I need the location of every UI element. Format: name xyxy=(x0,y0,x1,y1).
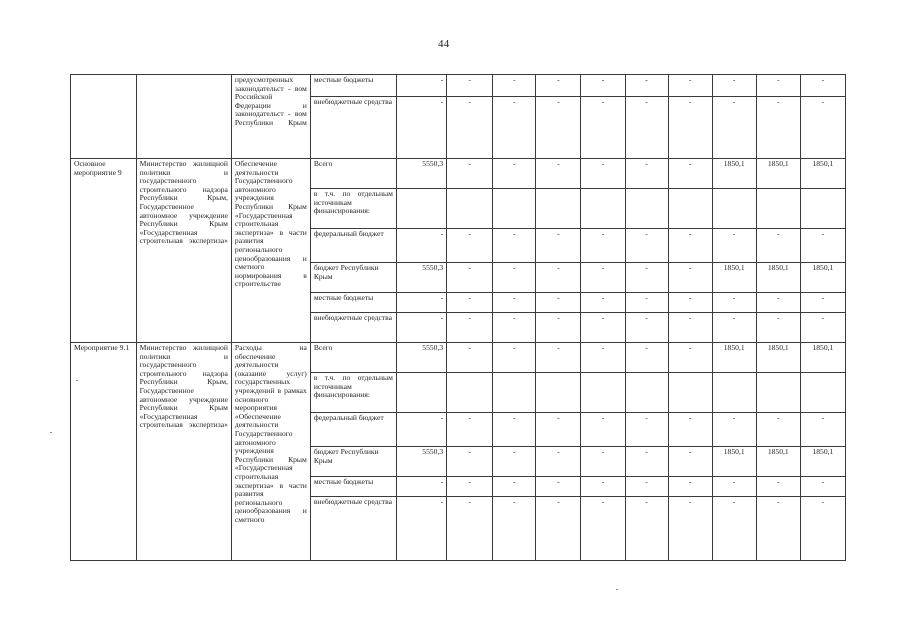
cell-source: местные бюджеты xyxy=(310,75,396,97)
table-cell-value: - xyxy=(800,97,845,159)
table-cell-value: 1850,1 xyxy=(800,343,845,373)
financing-table xyxy=(70,74,846,561)
table-cell-value: - xyxy=(712,75,756,97)
table-cell-value: - xyxy=(625,497,668,561)
table-cell-value: - xyxy=(536,263,581,293)
table-cell-value: 5550,3 xyxy=(396,263,446,293)
table-cell-value: - xyxy=(396,97,446,159)
table-cell-value xyxy=(447,373,493,413)
table-cell-value: - xyxy=(800,477,845,497)
table-cell-value: - xyxy=(668,447,712,477)
table-cell-value: - xyxy=(625,293,668,313)
table-cell-value: 1850,1 xyxy=(756,159,800,189)
table-cell-value xyxy=(756,373,800,413)
table-cell-value: - xyxy=(668,413,712,447)
cell-name: Основное мероприятие 9 xyxy=(71,159,137,343)
table-cell-value: - xyxy=(447,343,493,373)
table-cell-value: - xyxy=(581,159,625,189)
table-cell-value: 1850,1 xyxy=(800,447,845,477)
table-cell-value: - xyxy=(493,497,536,561)
table-cell-value xyxy=(493,373,536,413)
table-cell-value: - xyxy=(668,313,712,343)
table-cell-value: - xyxy=(396,477,446,497)
table-cell-value: - xyxy=(625,477,668,497)
table-cell-value: - xyxy=(712,313,756,343)
table-cell-value: - xyxy=(447,293,493,313)
table-cell-value xyxy=(536,189,581,229)
table-cell-value: - xyxy=(493,343,536,373)
table-cell-value xyxy=(625,189,668,229)
table-cell-value: - xyxy=(625,75,668,97)
cell-executor: Министерство жилищной политики и государственного строительного надзора Республики Крым, Государственное автономное учреждение Республики Крым «Государственная строительная экспертиза» xyxy=(136,159,231,343)
table-cell-value: 5550,3 xyxy=(396,447,446,477)
table-cell-value: - xyxy=(756,293,800,313)
table-cell-value: - xyxy=(536,343,581,373)
table-cell-value xyxy=(756,189,800,229)
table-cell-value xyxy=(581,373,625,413)
table-cell-value: - xyxy=(447,229,493,263)
table-cell-value: - xyxy=(581,293,625,313)
table-cell-value: 1850,1 xyxy=(756,343,800,373)
table-cell-value: - xyxy=(581,313,625,343)
table-cell-value: - xyxy=(668,97,712,159)
table-row xyxy=(71,343,846,373)
table-cell-value: - xyxy=(668,497,712,561)
table-cell-value: - xyxy=(581,229,625,263)
table-cell-value xyxy=(668,373,712,413)
table-cell-value: - xyxy=(493,229,536,263)
table-cell-value: 5550,3 xyxy=(396,159,446,189)
table-cell-value: - xyxy=(396,497,446,561)
table-cell-value: - xyxy=(800,293,845,313)
table-cell-value: - xyxy=(668,229,712,263)
table-cell-value: - xyxy=(668,263,712,293)
cell-description: Расходы на обеспечение деятельности (оказание услуг) государственных учреждений в рамках основного мероприятия «Обеспечение деятельности Государственного автономного учреждения Республики Крым «Государственная строительная экспертиза» в части развития регионального ценообразования и сметного xyxy=(231,343,310,561)
table-cell-value: - xyxy=(447,263,493,293)
table-cell-value: 1850,1 xyxy=(712,159,756,189)
cell-source: Всего xyxy=(310,159,396,189)
cell-source: внебюджетные средства xyxy=(310,97,396,159)
table-cell-value: - xyxy=(493,97,536,159)
table-cell-value: - xyxy=(668,159,712,189)
table-cell-value xyxy=(668,189,712,229)
table-cell-value: - xyxy=(447,447,493,477)
table-cell-value xyxy=(800,373,845,413)
table-cell-value xyxy=(712,189,756,229)
table-cell-value xyxy=(581,189,625,229)
table-cell-value: 5550,3 xyxy=(396,343,446,373)
table-cell-value: - xyxy=(625,229,668,263)
cell-source: федеральный бюджет xyxy=(310,413,396,447)
table-cell-value: - xyxy=(625,313,668,343)
table-cell-value: - xyxy=(493,313,536,343)
table-cell-value: - xyxy=(800,75,845,97)
table-cell-value: - xyxy=(625,413,668,447)
table-cell-value: - xyxy=(396,293,446,313)
table-cell-value: - xyxy=(625,343,668,373)
table-cell-value: 1850,1 xyxy=(800,263,845,293)
table-cell-value: - xyxy=(800,229,845,263)
table-cell-value xyxy=(712,373,756,413)
table-cell-value: - xyxy=(447,159,493,189)
table-cell-value: - xyxy=(800,413,845,447)
table-cell-value: - xyxy=(536,313,581,343)
table-cell-value: - xyxy=(756,477,800,497)
table-cell-value: - xyxy=(447,477,493,497)
table-cell-value: - xyxy=(396,313,446,343)
cell-source: бюджет Республики Крым xyxy=(310,263,396,293)
table-cell-value xyxy=(536,373,581,413)
table-cell-value: - xyxy=(536,75,581,97)
table-body xyxy=(71,75,846,561)
table-cell-value xyxy=(447,189,493,229)
cell-description: предусмотренных законодательст - вом Российской Федерации и законодательст - вом Республики Крым xyxy=(231,75,310,159)
table-cell-value: - xyxy=(581,343,625,373)
table-cell-value: - xyxy=(756,97,800,159)
table-cell-value: - xyxy=(712,497,756,561)
table-cell-value: - xyxy=(668,477,712,497)
table-cell-value: - xyxy=(800,313,845,343)
cell-source: федеральный бюджет xyxy=(310,229,396,263)
cell-source: внебюджетные средства xyxy=(310,497,396,561)
table-cell-value: - xyxy=(493,159,536,189)
table-cell-value: - xyxy=(581,263,625,293)
table-cell-value: - xyxy=(493,263,536,293)
table-cell-value xyxy=(493,189,536,229)
table-cell-value: - xyxy=(447,97,493,159)
table-cell-value: - xyxy=(581,75,625,97)
table-cell-value: - xyxy=(536,477,581,497)
table-cell-value: - xyxy=(668,75,712,97)
cell-source: в т.ч. по отдельным источникам финансирования: xyxy=(310,373,396,413)
table-cell-value: - xyxy=(581,477,625,497)
table-cell-value: 1850,1 xyxy=(712,343,756,373)
table-cell-value: - xyxy=(493,413,536,447)
table-row xyxy=(71,159,846,189)
table-cell-value: - xyxy=(493,447,536,477)
page-number: 44 xyxy=(438,38,450,50)
cell-source: местные бюджеты xyxy=(310,293,396,313)
table-cell-value: 1850,1 xyxy=(712,263,756,293)
table-cell-value: - xyxy=(536,497,581,561)
table-cell-value xyxy=(800,189,845,229)
cell-executor: Министерство жилищной политики и государственного строительного надзора Республики Крым, Государственное автономное учреждение Республики Крым «Государственная строительная экспертиза» xyxy=(136,343,231,561)
table-cell-value: 1850,1 xyxy=(712,447,756,477)
cell-source: в т.ч. по отдельным источникам финансирования: xyxy=(310,189,396,229)
table-cell-value xyxy=(625,373,668,413)
table-cell-value: 1850,1 xyxy=(800,159,845,189)
table-cell-value: - xyxy=(536,229,581,263)
table-cell-value: - xyxy=(712,97,756,159)
table-cell-value: - xyxy=(756,413,800,447)
table-cell-value: - xyxy=(712,477,756,497)
table-cell-value: - xyxy=(581,497,625,561)
cell-source: Всего xyxy=(310,343,396,373)
table-cell-value: - xyxy=(493,75,536,97)
table-cell-value: - xyxy=(581,447,625,477)
table-cell-value: - xyxy=(447,313,493,343)
table-cell-value: - xyxy=(396,229,446,263)
table-cell-value: - xyxy=(447,497,493,561)
table-cell-value: 1850,1 xyxy=(756,263,800,293)
cell-source: бюджет Республики Крым xyxy=(310,447,396,477)
table-cell-value: - xyxy=(625,97,668,159)
cell-source: внебюджетные средства xyxy=(310,313,396,343)
table-cell-value: - xyxy=(581,413,625,447)
table-cell-value xyxy=(396,373,446,413)
table-cell-value: - xyxy=(536,97,581,159)
table-cell-value: - xyxy=(625,159,668,189)
table-cell-value: - xyxy=(756,229,800,263)
table-cell-value: - xyxy=(493,477,536,497)
table-cell-value: - xyxy=(800,497,845,561)
table-cell-value: - xyxy=(536,293,581,313)
cell-description: Обеспечение деятельности Государственного автономного учреждения Республики Крым «Государственная строительная экспертиза» в части развития регионального ценообразования и сметного нормирования в строительстве xyxy=(231,159,310,343)
table-cell-value: - xyxy=(447,413,493,447)
table-cell-value: - xyxy=(712,413,756,447)
table-cell-value: - xyxy=(712,229,756,263)
table-cell-value: - xyxy=(536,413,581,447)
table-cell-value: 1850,1 xyxy=(756,447,800,477)
table-cell-value: - xyxy=(536,447,581,477)
table-cell-value: - xyxy=(625,263,668,293)
table-cell-value: - xyxy=(396,413,446,447)
table-cell-value: - xyxy=(712,293,756,313)
table-row xyxy=(71,75,846,97)
table-cell-value: - xyxy=(756,313,800,343)
cell-executor xyxy=(136,75,231,159)
table-cell-value: - xyxy=(396,75,446,97)
table-cell-value xyxy=(396,189,446,229)
table-cell-value: - xyxy=(756,497,800,561)
table-cell-value: - xyxy=(668,293,712,313)
table-cell-value: - xyxy=(493,293,536,313)
cell-source: местные бюджеты xyxy=(310,477,396,497)
cell-name: Мероприятие 9.1 xyxy=(71,343,137,561)
table-cell-value: - xyxy=(668,343,712,373)
table-cell-value: - xyxy=(756,75,800,97)
table-cell-value: - xyxy=(536,159,581,189)
table-cell-value: - xyxy=(447,75,493,97)
cell-name xyxy=(71,75,137,159)
table-cell-value: - xyxy=(581,97,625,159)
table-cell-value: - xyxy=(625,447,668,477)
